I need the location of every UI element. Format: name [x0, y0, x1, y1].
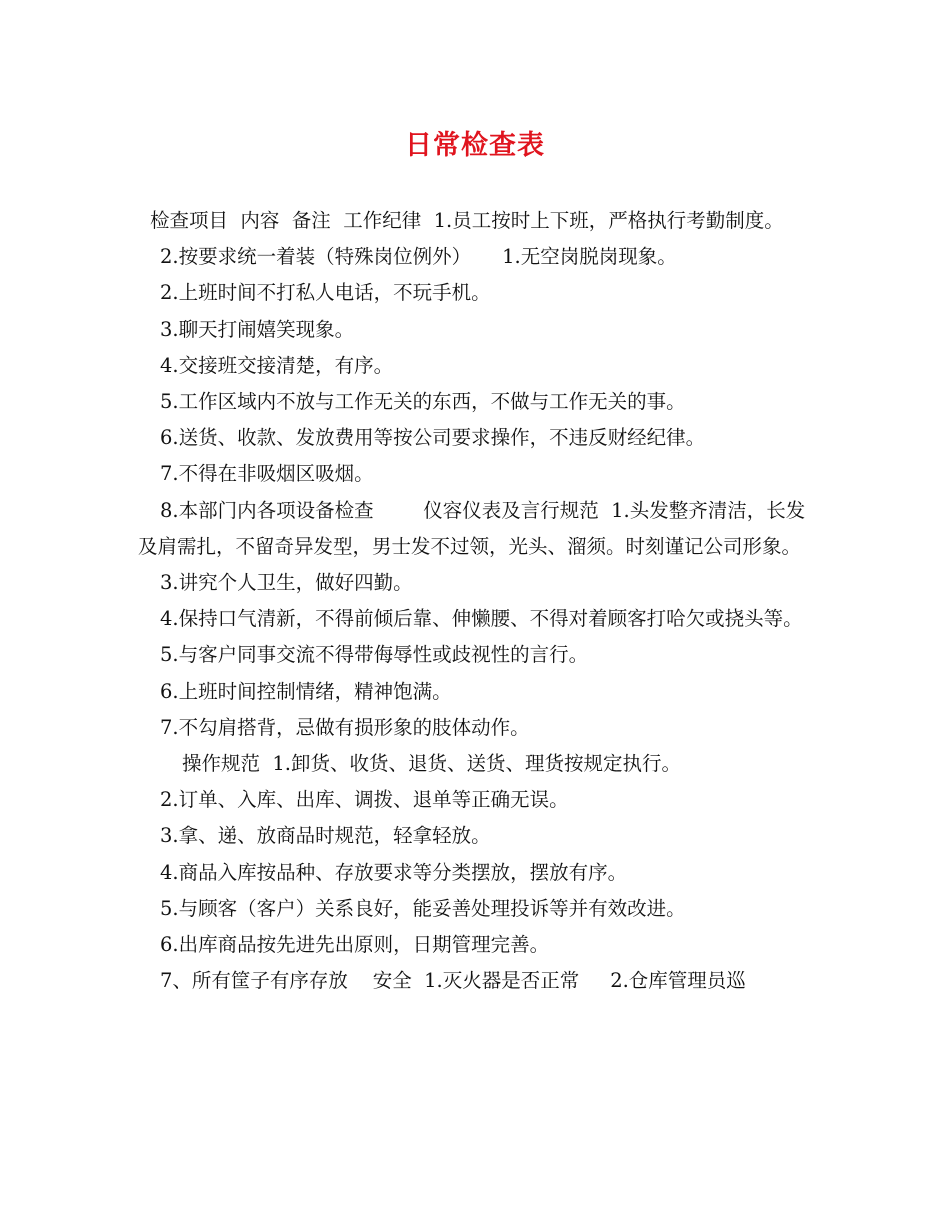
document-body [138, 203, 820, 999]
paragraph: 8.本部门内各项设备检查 仪容仪表及言行规范 1.头发整齐清洁，长发及肩需扎，不留奇异发型，男士发不过领，光头、溜须。时刻谨记公司形象。 [138, 498, 806, 558]
paragraph: 4.交接班交接清楚，有序。 [160, 353, 394, 377]
paragraph: 2.订单、入库、出库、调拨、退单等正确无误。 [160, 788, 569, 812]
paragraph: 2.按要求统一着装（特殊岗位例外） 1.无空岗脱岗现象。 [160, 245, 677, 269]
paragraph: 4.商品入库按品种、存放要求等分类摆放，摆放有序。 [160, 860, 628, 884]
paragraph: 5.工作区域内不放与工作无关的东西，不做与工作无关的事。 [160, 390, 686, 414]
paragraph: 7.不勾肩搭背，忌做有损形象的肢体动作。 [160, 715, 530, 739]
paragraph: 3.拿、递、放商品时规范，轻拿轻放。 [160, 824, 491, 848]
paragraph: 6.上班时间控制情绪，精神饱满。 [160, 679, 452, 703]
paragraph: 6.出库商品按先进先出原则，日期管理完善。 [160, 933, 550, 957]
paragraph: 4.保持口气清新，不得前倾后靠、伸懒腰、不得对着顾客打哈欠或挠头等。 [160, 607, 803, 631]
document-title: 日常检查表 [405, 130, 545, 161]
paragraph: 6.送货、收款、发放费用等按公司要求操作，不违反财经纪律。 [160, 426, 706, 450]
paragraph: 3.讲究个人卫生，做好四勤。 [160, 571, 413, 595]
paragraph: 3.聊天打闹嬉笑现象。 [160, 317, 355, 341]
paragraph: 检查项目 内容 备注 工作纪律 1.员工按时上下班，严格执行考勤制度。 [150, 209, 784, 232]
paragraph: 5.与客户同事交流不得带侮辱性或歧视性的言行。 [160, 643, 589, 667]
paragraph: 操作规范 1.卸货、收货、退货、送货、理货按规定执行。 [182, 752, 682, 776]
paragraph: 7.不得在非吸烟区吸烟。 [160, 462, 374, 486]
paragraph: 7、所有筐子有序存放 安全 1.灭火器是否正常 2.仓库管理员巡 [160, 969, 746, 993]
paragraph: 5.与顾客（客户）关系良好，能妥善处理投诉等并有效改进。 [160, 896, 686, 920]
paragraph: 2.上班时间不打私人电话，不玩手机。 [160, 281, 491, 305]
